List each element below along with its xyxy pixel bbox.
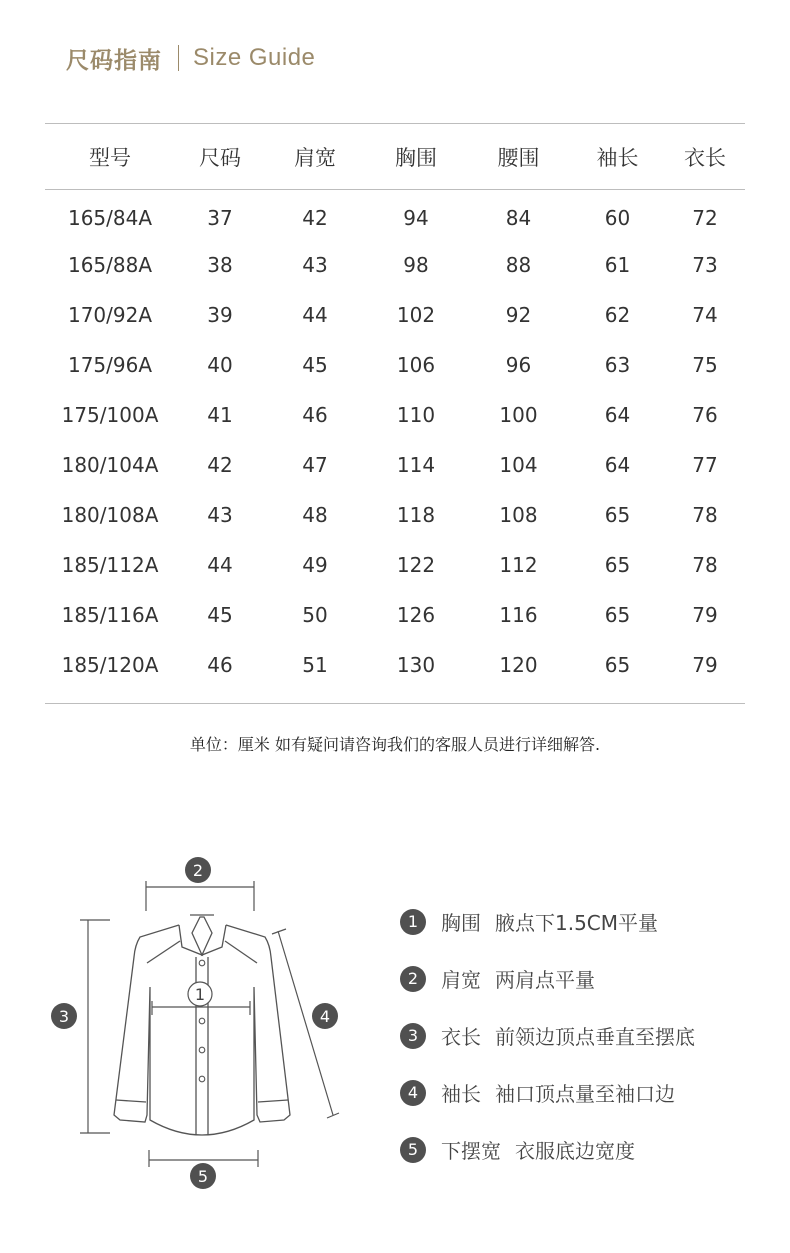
header-waist: 腰围 [497, 145, 540, 170]
table-cell: 72 [692, 205, 718, 230]
table-cell: 122 [396, 552, 436, 577]
shoulder-measure-line [146, 881, 254, 911]
table-cell: 44 [302, 302, 328, 327]
table-cell: 65 [604, 602, 631, 627]
legend-name: 袖长 [441, 1082, 481, 1106]
table-cell: 43 [207, 502, 233, 527]
header-shoulder: 肩宽 [294, 145, 336, 170]
table-cell: 43 [302, 252, 328, 277]
table-cell: 65 [604, 652, 631, 677]
svg-text:2: 2 [192, 861, 204, 880]
marker-3-icon [51, 1003, 77, 1029]
table-cell: 106 [396, 352, 436, 377]
table-cell: 185/116A [61, 602, 159, 627]
table-cell: 64 [604, 452, 631, 477]
header-model: 型号 [89, 145, 131, 170]
table-cell: 96 [505, 352, 532, 377]
table-cell: 185/120A [61, 652, 159, 677]
table-cell: 38 [207, 252, 233, 277]
table-cell: 78 [692, 552, 718, 577]
table-cell: 42 [302, 205, 328, 230]
table-cell: 46 [302, 402, 328, 427]
marker-5-icon [190, 1163, 216, 1189]
table-cell: 46 [207, 652, 233, 677]
table-cell: 130 [396, 652, 436, 677]
legend-item [400, 1064, 780, 1121]
table-cell: 65 [604, 502, 631, 527]
table-cell: 41 [207, 402, 233, 427]
table-cell: 63 [604, 352, 631, 377]
header-sleeve: 袖长 [596, 145, 639, 170]
number-badge-icon: 1 [400, 909, 426, 935]
legend-item [400, 950, 780, 1007]
table-cell: 114 [396, 452, 436, 477]
marker-2-icon [185, 857, 211, 883]
svg-text:4: 4 [319, 1007, 331, 1026]
table-cell: 170/92A [67, 302, 153, 327]
legend-item [400, 893, 780, 950]
legend-name: 肩宽 [441, 968, 481, 992]
table-header-row [45, 124, 745, 190]
table-cell: 120 [499, 652, 538, 677]
table-row [45, 540, 745, 590]
table-cell: 64 [604, 402, 631, 427]
table-cell: 88 [505, 252, 532, 277]
table-cell: 94 [403, 205, 429, 230]
title-en: Size Guide [193, 44, 316, 71]
table-cell: 65 [604, 552, 631, 577]
table-cell: 102 [396, 302, 436, 327]
table-cell: 175/100A [61, 402, 159, 427]
table-row [45, 590, 745, 640]
legend-desc: 袖口顶点量至袖口边 [495, 1082, 675, 1106]
header-chest: 胸围 [395, 145, 437, 170]
table-cell: 49 [302, 552, 328, 577]
table-cell: 42 [207, 452, 233, 477]
table-cell: 185/112A [61, 552, 159, 577]
shirt-diagram [40, 845, 360, 1195]
table-cell: 79 [692, 652, 718, 677]
number-badge-icon: 5 [400, 1137, 426, 1163]
number-badge-icon: 2 [400, 966, 426, 992]
table-cell: 44 [207, 552, 233, 577]
table-cell: 98 [403, 252, 429, 277]
page-title [66, 40, 315, 76]
table-cell: 84 [505, 205, 532, 230]
table-row [45, 190, 745, 240]
table-cell: 51 [302, 652, 328, 677]
legend-item [400, 1007, 780, 1064]
length-measure-line [80, 920, 110, 1133]
legend-desc: 两肩点平量 [495, 968, 595, 992]
table-row [45, 390, 745, 440]
table-cell: 74 [692, 302, 718, 327]
table-cell: 79 [692, 602, 718, 627]
table-cell: 104 [499, 452, 538, 477]
table-row [45, 340, 745, 390]
legend-desc: 前领边顶点垂直至摆底 [495, 1025, 695, 1049]
table-cell: 39 [207, 302, 233, 327]
legend-desc: 腋点下1.5CM平量 [495, 911, 659, 935]
shirt-collar [179, 917, 226, 955]
table-cell: 112 [499, 552, 538, 577]
table-row [45, 290, 745, 340]
marker-4-icon [312, 1003, 338, 1029]
table-cell: 47 [302, 452, 328, 477]
legend-item [400, 1121, 780, 1178]
shirt-outline [114, 925, 290, 1135]
table-cell: 100 [499, 402, 538, 427]
table-row [45, 640, 745, 690]
table-cell: 48 [302, 502, 328, 527]
table-cell: 37 [207, 205, 233, 230]
table-cell: 77 [692, 452, 718, 477]
table-cell: 118 [396, 502, 436, 527]
table-cell: 110 [396, 402, 436, 427]
table-cell: 175/96A [67, 352, 153, 377]
table-cell: 76 [692, 402, 718, 427]
table-cell: 61 [604, 252, 631, 277]
table-cell: 45 [207, 602, 233, 627]
table-row [45, 240, 745, 290]
number-badge-icon: 3 [400, 1023, 426, 1049]
table-cell: 108 [499, 502, 538, 527]
table-cell: 60 [604, 205, 631, 230]
table-row [45, 440, 745, 490]
header-length: 衣长 [684, 145, 726, 170]
table-cell: 75 [692, 352, 718, 377]
svg-text:5: 5 [197, 1167, 209, 1186]
number-badge-icon: 4 [400, 1080, 426, 1106]
legend-desc: 衣服底边宽度 [515, 1139, 635, 1163]
legend-name: 胸围 [441, 911, 481, 935]
table-cell: 165/84A [67, 205, 153, 230]
table-cell: 165/88A [67, 252, 153, 277]
table-cell: 180/108A [61, 502, 159, 527]
table-cell: 180/104A [61, 452, 159, 477]
header-size: 尺码 [199, 145, 241, 170]
size-table [45, 123, 745, 704]
table-cell: 78 [692, 502, 718, 527]
measure-legend [400, 893, 780, 1178]
svg-text:3: 3 [58, 1007, 70, 1026]
title-cn: 尺码指南 [66, 47, 162, 74]
table-cell: 116 [499, 602, 538, 627]
table-cell: 126 [396, 602, 436, 627]
legend-name: 下摆宽 [441, 1139, 501, 1163]
table-bottom-rule [45, 690, 745, 704]
legend-name: 衣长 [441, 1025, 481, 1049]
title-divider [178, 45, 179, 71]
table-cell: 73 [692, 252, 718, 277]
table-cell: 45 [302, 352, 328, 377]
svg-text:1: 1 [194, 985, 206, 1004]
unit-note: 单位：厘米 如有疑问请咨询我们的客服人员进行详细解答. [189, 735, 601, 754]
table-cell: 40 [207, 352, 233, 377]
table-cell: 50 [302, 602, 328, 627]
marker-1-icon [188, 982, 212, 1006]
table-cell: 92 [505, 302, 532, 327]
table-row [45, 490, 745, 540]
table-cell: 62 [604, 302, 631, 327]
